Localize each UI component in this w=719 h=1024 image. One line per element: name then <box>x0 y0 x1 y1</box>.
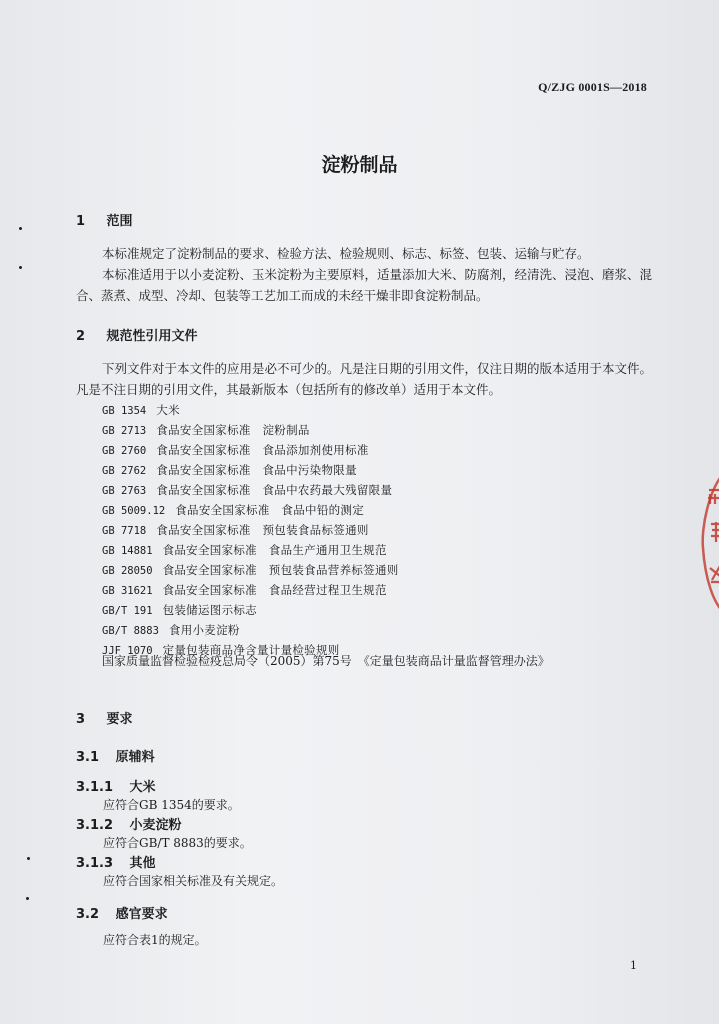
standard-code: Q/ZJG 0001S—2018 <box>538 80 647 94</box>
section-3-2-heading <box>76 903 168 922</box>
scope-paragraph-2: 本标准适用于以小麦淀粉、玉米淀粉为主要原料，适量添加大米、防腐剂，经清洗、浸泡、磨浆、混合、蒸煮、成型、冷却、包装等工艺加工而成的未经干燥非即食淀粉制品。 <box>76 267 653 303</box>
reference-item <box>102 581 399 601</box>
reference-code: GB 28050 <box>102 565 153 577</box>
references-intro: 下列文件对于本文件的应用是必不可少的。凡是注日期的引用文件，仅注日期的版本适用于本文件。凡是不注日期的引用文件，其最新版本（包括所有的修改单）适用于本文件。 <box>76 361 653 397</box>
reference-item <box>102 481 399 501</box>
section-3-1-3-heading <box>76 852 156 871</box>
reference-item <box>102 521 399 541</box>
reference-name: 定量包装商品净含量计量检验规则 <box>162 643 340 657</box>
reference-code: GB/T 8883 <box>102 625 159 637</box>
reference-item <box>102 621 399 641</box>
section-3-heading <box>76 708 133 727</box>
reference-code: GB 2763 <box>102 485 147 497</box>
section-3-1-2-text: 应符合GB/T 8883的要求。 <box>103 836 252 850</box>
reference-name: 大米 <box>156 403 180 417</box>
section-3-2-number: 3.2 <box>76 907 100 922</box>
regulation-reference: 国家质量监督检验检疫总局令（2005）第75号 《定量包装商品计量监督管理办法》 <box>102 654 550 668</box>
reference-item <box>102 601 399 621</box>
section-3-number: 3 <box>76 712 86 727</box>
reference-item <box>102 501 399 521</box>
section-3-2-title: 感官要求 <box>115 907 168 922</box>
section-3-1-1-title: 大米 <box>129 780 156 795</box>
section-2-title: 规范性引用文件 <box>106 329 198 344</box>
reference-item <box>102 401 399 421</box>
page-title: 淀粉制品 <box>321 154 398 176</box>
reference-code: GB 2713 <box>102 425 147 437</box>
section-3-title: 要求 <box>106 712 133 727</box>
reference-name: 食品安全国家标准 食品添加剂使用标准 <box>156 443 369 457</box>
reference-name: 食品安全国家标准 食品经营过程卫生规范 <box>162 583 387 597</box>
seal-stamp-icon <box>699 468 719 618</box>
section-1-heading <box>76 210 133 229</box>
reference-name: 包装储运图示标志 <box>162 603 257 617</box>
reference-name: 食品安全国家标准 食品中污染物限量 <box>156 463 357 477</box>
scope-paragraph-1: 本标准规定了淀粉制品的要求、检验方法、检验规则、标志、标签、包装、运输与贮存。 <box>102 246 590 261</box>
reference-code: GB 1354 <box>102 405 147 417</box>
reference-name: 食品安全国家标准 食品中铅的测定 <box>175 503 365 517</box>
reference-item <box>102 441 399 461</box>
reference-item <box>102 561 399 581</box>
section-1-title: 范围 <box>106 214 133 229</box>
punch-mark <box>27 857 30 860</box>
section-3-1-3-text: 应符合国家相关标准及有关规定。 <box>103 874 284 888</box>
reference-name: 食品安全国家标准 食品中农药最大残留限量 <box>156 483 393 497</box>
section-3-1-1-text: 应符合GB 1354的要求。 <box>103 798 240 812</box>
reference-item <box>102 461 399 481</box>
reference-code: GB/T 191 <box>102 605 153 617</box>
section-3-1-title: 原辅料 <box>115 750 155 765</box>
punch-mark <box>26 897 29 900</box>
reference-list <box>102 401 399 661</box>
section-2-number: 2 <box>76 329 86 344</box>
reference-code: GB 5009.12 <box>102 505 166 517</box>
section-3-1-1-number: 3.1.1 <box>76 780 114 795</box>
section-3-2-text: 应符合表1的规定。 <box>103 933 207 947</box>
reference-item <box>102 421 399 441</box>
punch-mark <box>19 227 22 230</box>
reference-code: JJF 1070 <box>102 645 153 657</box>
reference-code: GB 7718 <box>102 525 147 537</box>
section-3-1-3-number: 3.1.3 <box>76 856 114 871</box>
reference-name: 食用小麦淀粉 <box>168 623 240 637</box>
reference-name: 食品安全国家标准 预包装食品标签通则 <box>156 523 369 537</box>
punch-mark <box>19 266 22 269</box>
page-number: 1 <box>630 959 637 972</box>
reference-item <box>102 541 399 561</box>
section-3-1-number: 3.1 <box>76 750 100 765</box>
section-2-heading <box>76 325 198 344</box>
reference-code: GB 31621 <box>102 585 153 597</box>
section-3-1-1-heading <box>76 776 156 795</box>
section-3-1-heading <box>76 746 155 765</box>
section-3-1-2-number: 3.1.2 <box>76 818 114 833</box>
section-3-1-2-title: 小麦淀粉 <box>129 818 182 833</box>
section-3-1-2-heading <box>76 814 182 833</box>
reference-name: 食品安全国家标准 预包装食品营养标签通则 <box>162 563 399 577</box>
section-1-number: 1 <box>76 214 86 229</box>
reference-name: 食品安全国家标准 淀粉制品 <box>156 423 310 437</box>
section-3-1-3-title: 其他 <box>129 856 156 871</box>
reference-code: GB 14881 <box>102 545 153 557</box>
reference-code: GB 2760 <box>102 445 147 457</box>
reference-code: GB 2762 <box>102 465 147 477</box>
reference-name: 食品安全国家标准 食品生产通用卫生规范 <box>162 543 387 557</box>
